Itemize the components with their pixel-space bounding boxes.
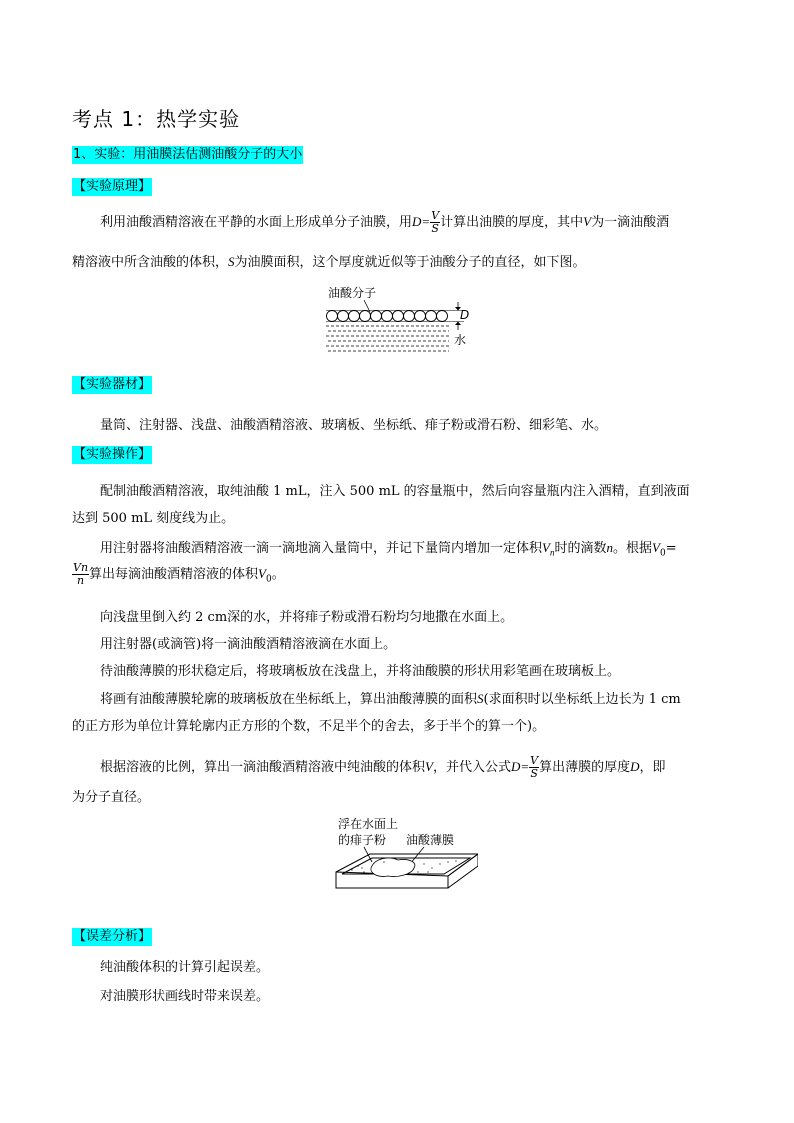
operation-step-6-line-2: 的正方形为单位计算轮廓内正方形的个数，不足半个的舍去，多于半个的算一个)。 (72, 719, 546, 734)
principle-heading: 【实验原理】 (73, 179, 152, 194)
principle-line-1: 利用油酸酒精溶液在平静的水面上形成单分子油膜，用D= $\frac{V}{S}$ 计算出油膜的厚度，其中V为一滴油酸酒 (100, 209, 670, 235)
thickness-label: D (460, 308, 470, 322)
equipment-text: 量筒、注射器、浅盘、油酸酒精溶液、玻璃板、坐标纸、痱子粉或滑石粉、细彩笔、水。 (100, 418, 608, 433)
operation-step-5: 待油酸薄膜的形状稳定后，将玻璃板放在浅盘上，并将油酸膜的形状用彩笔画在玻璃板上。 (100, 664, 621, 679)
error-item-2: 对油膜形状画线时带来误差。 (100, 989, 270, 1004)
film-label: 油酸薄膜 (406, 833, 455, 847)
operation-step-2-line-1: 用注射器将油酸酒精溶液一滴一滴地滴入量筒中，并记下量筒内增加一定体积$V_n$时的滴数n。根据$V_0=$ (100, 540, 677, 559)
operation-step-2-line-2: $\frac{Vn}{n}$ 算出每滴油酸酒精溶液的体积$V_0$。 (73, 561, 285, 587)
error-item-1: 纯油酸体积的计算引起误差。 (100, 960, 270, 975)
operation-step-3: 向浅盘里倒入约 2 cm深的水，并将痱子粉或滑石粉均匀地撒在水面上。 (100, 610, 514, 625)
formula-fraction: $\frac{V}{S}$ (431, 209, 440, 235)
equipment-heading: 【实验器材】 (73, 377, 152, 392)
page-title: 考点 1：热学实验 (72, 107, 241, 131)
molecule-label: 油酸分子 (328, 286, 377, 300)
operation-step-6-line-1: 将画有油酸薄膜轮廓的玻璃板放在坐标纸上，算出油酸薄膜的面积S(求面积时以坐标纸上边长为 1 cm (100, 691, 681, 707)
volume-fraction: $\frac{Vn}{n}$ (73, 561, 89, 587)
molecule-row (327, 311, 448, 322)
error-heading: 【误差分析】 (73, 929, 152, 944)
water-lines (326, 326, 449, 351)
operation-heading: 【实验操作】 (73, 447, 152, 462)
operation-step-1-line-2: 达到 500 mL 刻度线为止。 (72, 511, 235, 526)
operation-step-1-line-1: 配制油酸酒精溶液，取纯油酸 1 mL，注入 500 mL 的容量瓶中，然后向容量瓶内注入酒精，直到液面 (100, 484, 690, 499)
oil-film-shape (371, 858, 415, 877)
tray-figure (328, 814, 478, 914)
oil-molecule-figure (324, 282, 474, 362)
water-label: 水 (454, 333, 467, 347)
operation-step-4: 用注射器(或滴管)将一滴油酸酒精溶液滴在水面上。 (100, 637, 397, 652)
powder-label-2: 的痱子粉 (338, 833, 387, 847)
operation-step-7-line-2: 为分子直径。 (72, 790, 151, 805)
thickness-fraction: $\frac{V}{S}$ (530, 754, 539, 780)
principle-line-2: 精溶液中所含油酸的体积，S为油膜面积，这个厚度就近似等于油酸分子的直径，如下图。 (72, 254, 586, 270)
section-heading: 1、实验：用油膜法估测油酸分子的大小 (73, 147, 303, 162)
powder-label-1: 浮在水面上 (338, 817, 399, 831)
operation-step-7-line-1: 根据溶液的比例，算出一滴油酸酒精溶液中纯油酸的体积V，并代入公式D= $\frac{V}{S}$ 算出薄膜的厚度D，即 (100, 754, 666, 780)
